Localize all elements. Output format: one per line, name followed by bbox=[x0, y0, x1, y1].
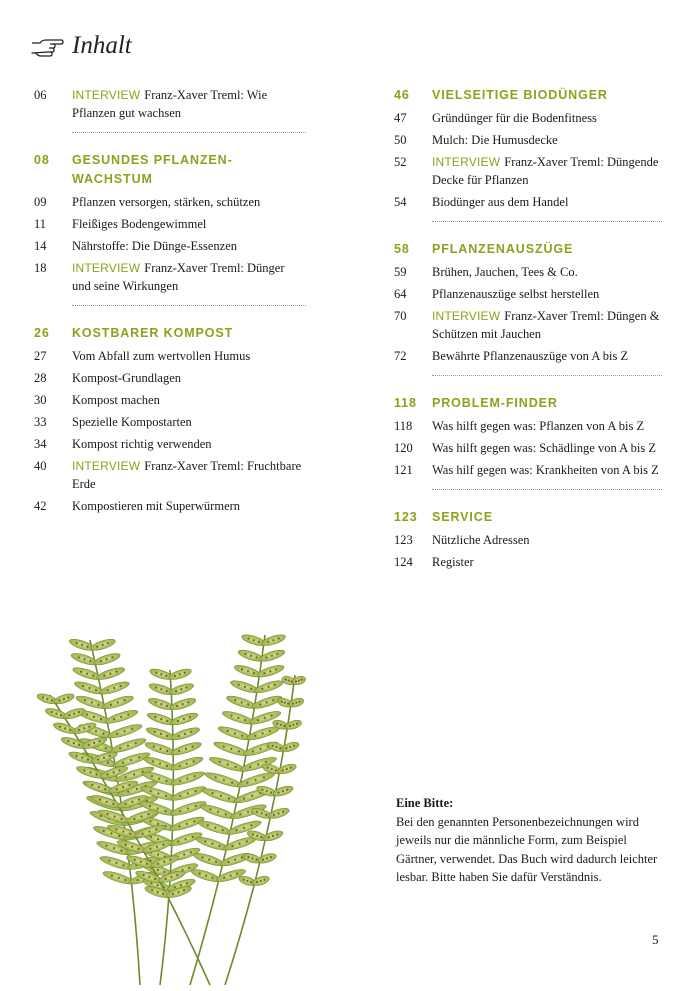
dotted-divider bbox=[432, 221, 662, 222]
toc-section-problem-finder bbox=[394, 394, 662, 479]
toc-entry[interactable] bbox=[394, 307, 662, 343]
entry-title: Vom Abfall zum wertvollen Humus bbox=[72, 349, 251, 363]
entry-page-number: 11 bbox=[34, 217, 47, 231]
toc-section-intro bbox=[34, 86, 306, 122]
section-page-number: 08 bbox=[34, 153, 50, 167]
note-box bbox=[396, 794, 658, 887]
entry-page-number: 50 bbox=[394, 133, 407, 147]
entry-page-number: 33 bbox=[34, 415, 47, 429]
dotted-divider bbox=[72, 305, 306, 306]
toc-entry[interactable] bbox=[394, 347, 662, 365]
toc-entry[interactable] bbox=[34, 497, 306, 515]
entry-text bbox=[432, 153, 662, 189]
entry-title: Was hilf gegen was: Krankheiten von A bis Z bbox=[432, 463, 659, 477]
entry-text bbox=[72, 457, 306, 493]
toc-entry[interactable] bbox=[34, 435, 306, 453]
toc-section-wachstum bbox=[34, 151, 306, 295]
entry-page-number: 59 bbox=[394, 265, 407, 279]
section-title: GESUNDES PFLANZEN-WACHSTUM bbox=[72, 153, 233, 186]
entry-title: Was hilft gegen was: Pflanzen von A bis Z bbox=[432, 419, 645, 433]
note-body: Bei den genannten Personenbezeichnungen wird jeweils nur die männliche Form, zum Beispiel Gärtner, verwendet. Das Buch wird dadurch leichter lesbar. Bitte haben Sie dafür Verständnis. bbox=[396, 814, 658, 884]
page-number: 5 bbox=[652, 932, 659, 947]
toc-entry[interactable] bbox=[34, 259, 306, 295]
entry-page-number: 121 bbox=[394, 463, 413, 477]
entry-title: Spezielle Kompostarten bbox=[72, 415, 192, 429]
section-title: KOSTBARER KOMPOST bbox=[72, 326, 234, 340]
entry-page-number: 09 bbox=[34, 195, 47, 209]
toc-entry[interactable] bbox=[394, 439, 662, 457]
entry-title: Pflanzenauszüge selbst herstellen bbox=[432, 287, 600, 301]
toc-entry[interactable] bbox=[34, 215, 306, 233]
entry-page-number: 118 bbox=[394, 419, 413, 433]
toc-entry[interactable] bbox=[34, 457, 306, 493]
entry-page-number: 28 bbox=[34, 371, 47, 385]
interview-label: INTERVIEW bbox=[72, 459, 141, 473]
entry-title: Gründünger für die Bodenfitness bbox=[432, 111, 597, 125]
entry-title: Franz-Xaver Treml: Düngen & Schützen mit Jauchen bbox=[432, 309, 660, 341]
entry-title: Pflanzen versorgen, stärken, schützen bbox=[72, 195, 261, 209]
entry-title: Was hilft gegen was: Schädlinge von A bis Z bbox=[432, 441, 656, 455]
toc-section-biodünger bbox=[394, 86, 662, 211]
toc-entry[interactable] bbox=[394, 109, 662, 127]
entry-page-number: 27 bbox=[34, 349, 47, 363]
dotted-divider bbox=[432, 489, 662, 490]
entry-title: Nützliche Adressen bbox=[432, 533, 530, 547]
entry-title: Register bbox=[432, 555, 474, 569]
section-title: VIELSEITIGE BIODÜNGER bbox=[432, 88, 608, 102]
section-heading[interactable] bbox=[394, 86, 662, 105]
entry-page-number: 72 bbox=[394, 349, 407, 363]
toc-entry[interactable] bbox=[34, 86, 306, 122]
entry-page-number: 64 bbox=[394, 287, 407, 301]
entry-title: Kompost-Grundlagen bbox=[72, 371, 182, 385]
section-title: SERVICE bbox=[432, 510, 493, 524]
toc-entry[interactable] bbox=[394, 193, 662, 211]
entry-title: Biodünger aus dem Handel bbox=[432, 195, 569, 209]
entry-title: Nährstoffe: Die Dünge-Essenzen bbox=[72, 239, 237, 253]
section-heading[interactable] bbox=[34, 151, 306, 189]
entry-title: Franz-Xaver Treml: Düngende Decke für Pflanzen bbox=[432, 155, 659, 187]
toc-entry[interactable] bbox=[394, 417, 662, 435]
section-page-number: 46 bbox=[394, 88, 410, 102]
section-heading[interactable] bbox=[394, 508, 662, 527]
toc-column-right bbox=[394, 86, 662, 575]
entry-text bbox=[72, 259, 306, 295]
toc-entry[interactable] bbox=[394, 461, 662, 479]
entry-page-number: 52 bbox=[394, 155, 407, 169]
section-page-number: 58 bbox=[394, 242, 410, 256]
section-title: PFLANZENAUSZÜGE bbox=[432, 242, 574, 256]
interview-label: INTERVIEW bbox=[432, 309, 501, 323]
entry-page-number: 18 bbox=[34, 261, 47, 275]
toc-header bbox=[30, 30, 132, 62]
toc-entry[interactable] bbox=[394, 263, 662, 281]
section-title: PROBLEM-FINDER bbox=[432, 396, 558, 410]
entry-page-number: 34 bbox=[34, 437, 47, 451]
entry-title: Mulch: Die Humusdecke bbox=[432, 133, 558, 147]
dotted-divider bbox=[432, 375, 662, 376]
toc-entry[interactable] bbox=[394, 531, 662, 549]
entry-page-number: 14 bbox=[34, 239, 47, 253]
toc-entry[interactable] bbox=[34, 237, 306, 255]
entry-title: Kompost machen bbox=[72, 393, 160, 407]
toc-column-left bbox=[34, 86, 306, 519]
interview-label: INTERVIEW bbox=[432, 155, 501, 169]
entry-title: Franz-Xaver Treml: Fruchtbare Erde bbox=[72, 459, 302, 491]
entry-page-number: 47 bbox=[394, 111, 407, 125]
toc-entry[interactable] bbox=[394, 153, 662, 189]
entry-text bbox=[72, 86, 306, 122]
toc-entry[interactable] bbox=[34, 347, 306, 365]
entry-title: Brühen, Jauchen, Tees & Co. bbox=[432, 265, 578, 279]
toc-section-pflanzenauszuege bbox=[394, 240, 662, 365]
section-heading[interactable] bbox=[394, 240, 662, 259]
entry-text bbox=[432, 307, 662, 343]
section-page-number: 123 bbox=[394, 510, 418, 524]
entry-title: Kompost richtig verwenden bbox=[72, 437, 212, 451]
entry-title: Kompostieren mit Superwürmern bbox=[72, 499, 241, 513]
interview-label: INTERVIEW bbox=[72, 88, 141, 102]
toc-entry[interactable] bbox=[394, 131, 662, 149]
entry-title: Franz-Xaver Treml: Dünger und seine Wirkungen bbox=[72, 261, 285, 293]
toc-section-kompost bbox=[34, 324, 306, 515]
toc-entry[interactable] bbox=[34, 391, 306, 409]
toc-entry[interactable] bbox=[394, 553, 662, 571]
dotted-divider bbox=[72, 132, 306, 133]
entry-page-number: 40 bbox=[34, 459, 47, 473]
entry-page-number: 42 bbox=[34, 499, 47, 513]
section-heading[interactable] bbox=[394, 394, 662, 413]
toc-entry[interactable] bbox=[394, 285, 662, 303]
entry-page-number: 06 bbox=[34, 88, 47, 102]
entry-page-number: 70 bbox=[394, 309, 407, 323]
entry-title: Fleißiges Bodengewimmel bbox=[72, 217, 207, 231]
toc-entry[interactable] bbox=[34, 413, 306, 431]
fern-illustration-icon bbox=[20, 600, 350, 991]
section-page-number: 118 bbox=[394, 396, 417, 410]
pointing-hand-icon bbox=[30, 35, 64, 57]
entry-page-number: 54 bbox=[394, 195, 407, 209]
entry-page-number: 30 bbox=[34, 393, 47, 407]
entry-page-number: 124 bbox=[394, 555, 413, 569]
entry-page-number: 123 bbox=[394, 533, 413, 547]
page-title: Inhalt bbox=[72, 32, 132, 59]
entry-title: Franz-Xaver Treml: Wie Pflanzen gut wachsen bbox=[72, 88, 268, 120]
entry-title: Bewährte Pflanzenauszüge von A bis Z bbox=[432, 349, 629, 363]
toc-entry[interactable] bbox=[34, 369, 306, 387]
toc-entry[interactable] bbox=[34, 193, 306, 211]
section-page-number: 26 bbox=[34, 326, 50, 340]
toc-section-service bbox=[394, 508, 662, 571]
note-title: Eine Bitte: bbox=[396, 796, 454, 810]
section-heading[interactable] bbox=[34, 324, 306, 343]
interview-label: INTERVIEW bbox=[72, 261, 141, 275]
entry-page-number: 120 bbox=[394, 441, 413, 455]
